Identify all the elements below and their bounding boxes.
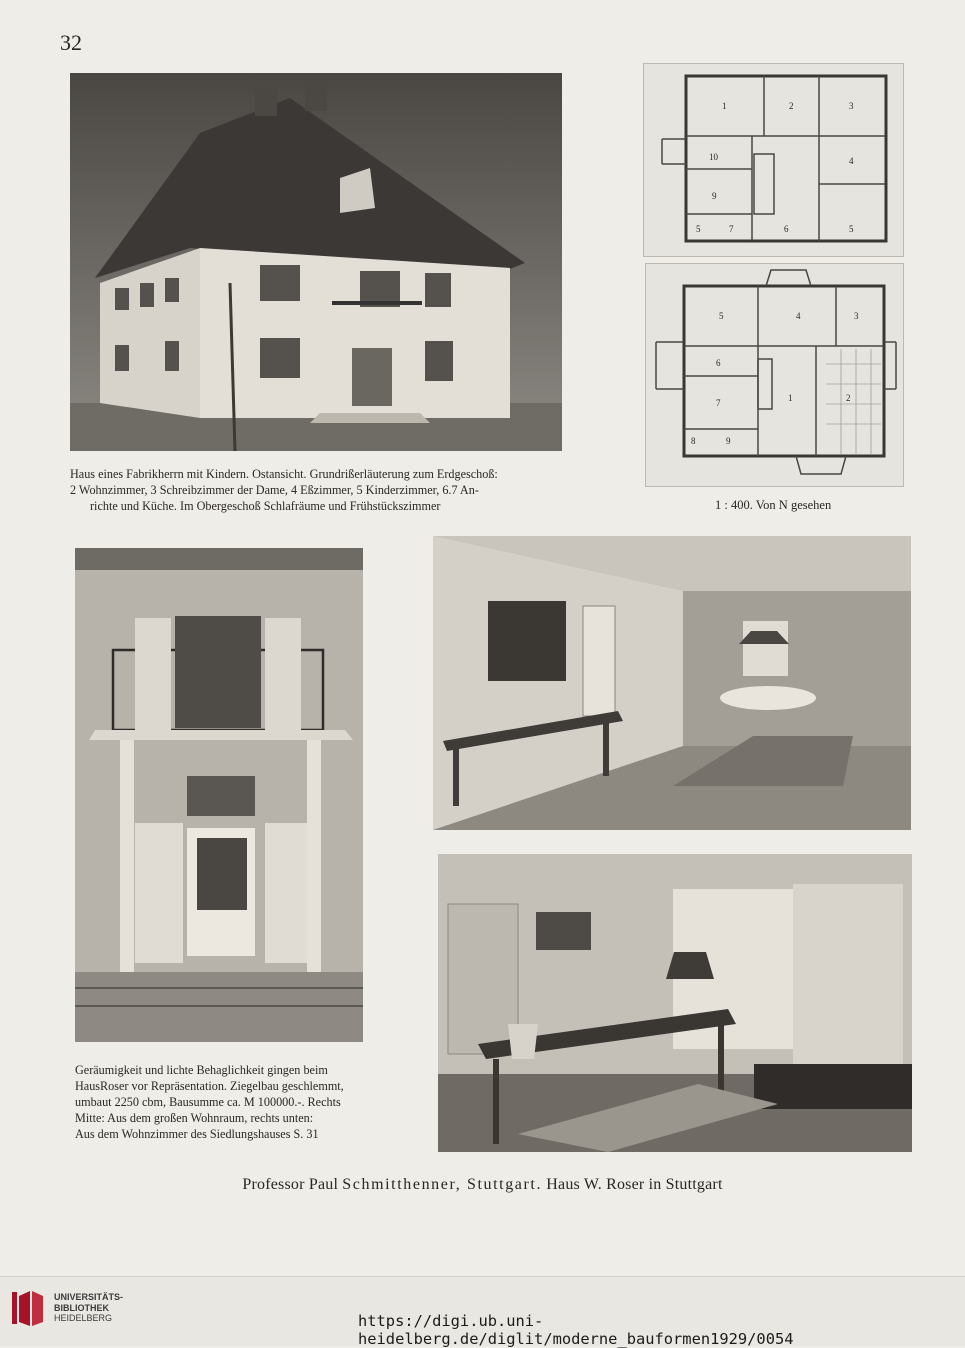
plan-room-label: 6 bbox=[716, 358, 721, 368]
plan-room-label: 9 bbox=[712, 191, 717, 201]
caption-line: Geräumigkeit und lichte Behaglichkeit gingen beim bbox=[75, 1063, 328, 1077]
plan-room-label: 10 bbox=[709, 152, 718, 162]
small-living-room-photo bbox=[438, 854, 912, 1152]
plan-room-label: 1 bbox=[722, 101, 727, 111]
footer-credit-prefix: Professor Paul bbox=[242, 1176, 339, 1193]
plan-room-label: 7 bbox=[729, 224, 734, 234]
caption-line: umbaut 2250 cbm, Bausumme ca. M 100000.-. Rechts bbox=[75, 1095, 341, 1109]
library-name-line: BIBLIOTHEK bbox=[54, 1302, 109, 1313]
caption-line: Mitte: Aus dem großen Wohnraum, rechts unten: bbox=[75, 1111, 314, 1125]
plan-room-label: 5 bbox=[696, 224, 701, 234]
library-name-line: HEIDELBERG bbox=[54, 1313, 113, 1323]
footer-credit-architect: Schmitthenner, Stuttgart. bbox=[342, 1176, 543, 1193]
page-number: 32 bbox=[60, 30, 82, 55]
entrance-photo bbox=[75, 548, 363, 1042]
scale-note: 1 : 400. Von N gesehen bbox=[715, 498, 832, 512]
plan-room-label: 7 bbox=[716, 398, 721, 408]
caption-line: 2 Wohnzimmer, 3 Schreibzimmer der Dame, 4 Eßzimmer, 5 Kinderzimmer, 6.7 An- bbox=[70, 483, 479, 497]
plan-room-label: 5 bbox=[719, 311, 724, 321]
caption-bottom bbox=[75, 1062, 380, 1142]
caption-line: Aus dem Wohnzimmer des Siedlungshauses S. 31 bbox=[75, 1127, 319, 1141]
ground-floor-plan bbox=[645, 263, 904, 487]
house-exterior-photo bbox=[70, 73, 562, 451]
plan-room-label: 3 bbox=[849, 101, 854, 111]
plan-room-label: 2 bbox=[789, 101, 794, 111]
caption-line: Haus eines Fabrikherrn mit Kindern. Ostansicht. Grundrißerläuterung zum Erdgeschoß: bbox=[70, 467, 498, 481]
footer-credit bbox=[0, 1176, 965, 1194]
caption-line: HausRoser vor Repräsentation. Ziegelbau geschlemmt, bbox=[75, 1079, 344, 1093]
library-logo-icon bbox=[10, 1288, 46, 1328]
caption-line: richte und Küche. Im Obergeschoß Schlafräume und Frühstückszimmer bbox=[90, 499, 441, 513]
plan-room-label: 8 bbox=[691, 436, 696, 446]
plan-room-label: 4 bbox=[849, 156, 854, 166]
footer-credit-suffix: Haus W. Roser in Stuttgart bbox=[546, 1176, 723, 1193]
source-url-link[interactable]: https://digi.ub.uni-heidelberg.de/diglit/moderne_bauformen1929/0054 bbox=[358, 1312, 794, 1348]
plan-room-label: 5 bbox=[849, 224, 854, 234]
caption-top bbox=[70, 466, 567, 514]
large-living-room-photo bbox=[433, 536, 911, 830]
library-name-line: UNIVERSITÄTS- bbox=[54, 1292, 124, 1302]
plan-room-label: 1 bbox=[788, 393, 793, 403]
plan-room-label: 6 bbox=[784, 224, 789, 234]
plan-room-label: 2 bbox=[846, 393, 851, 403]
plan-room-label: 3 bbox=[854, 311, 859, 321]
upper-floor-plan bbox=[643, 63, 904, 257]
plan-room-label: 9 bbox=[726, 436, 731, 446]
library-name bbox=[54, 1292, 123, 1324]
plan-room-label: 4 bbox=[796, 311, 801, 321]
